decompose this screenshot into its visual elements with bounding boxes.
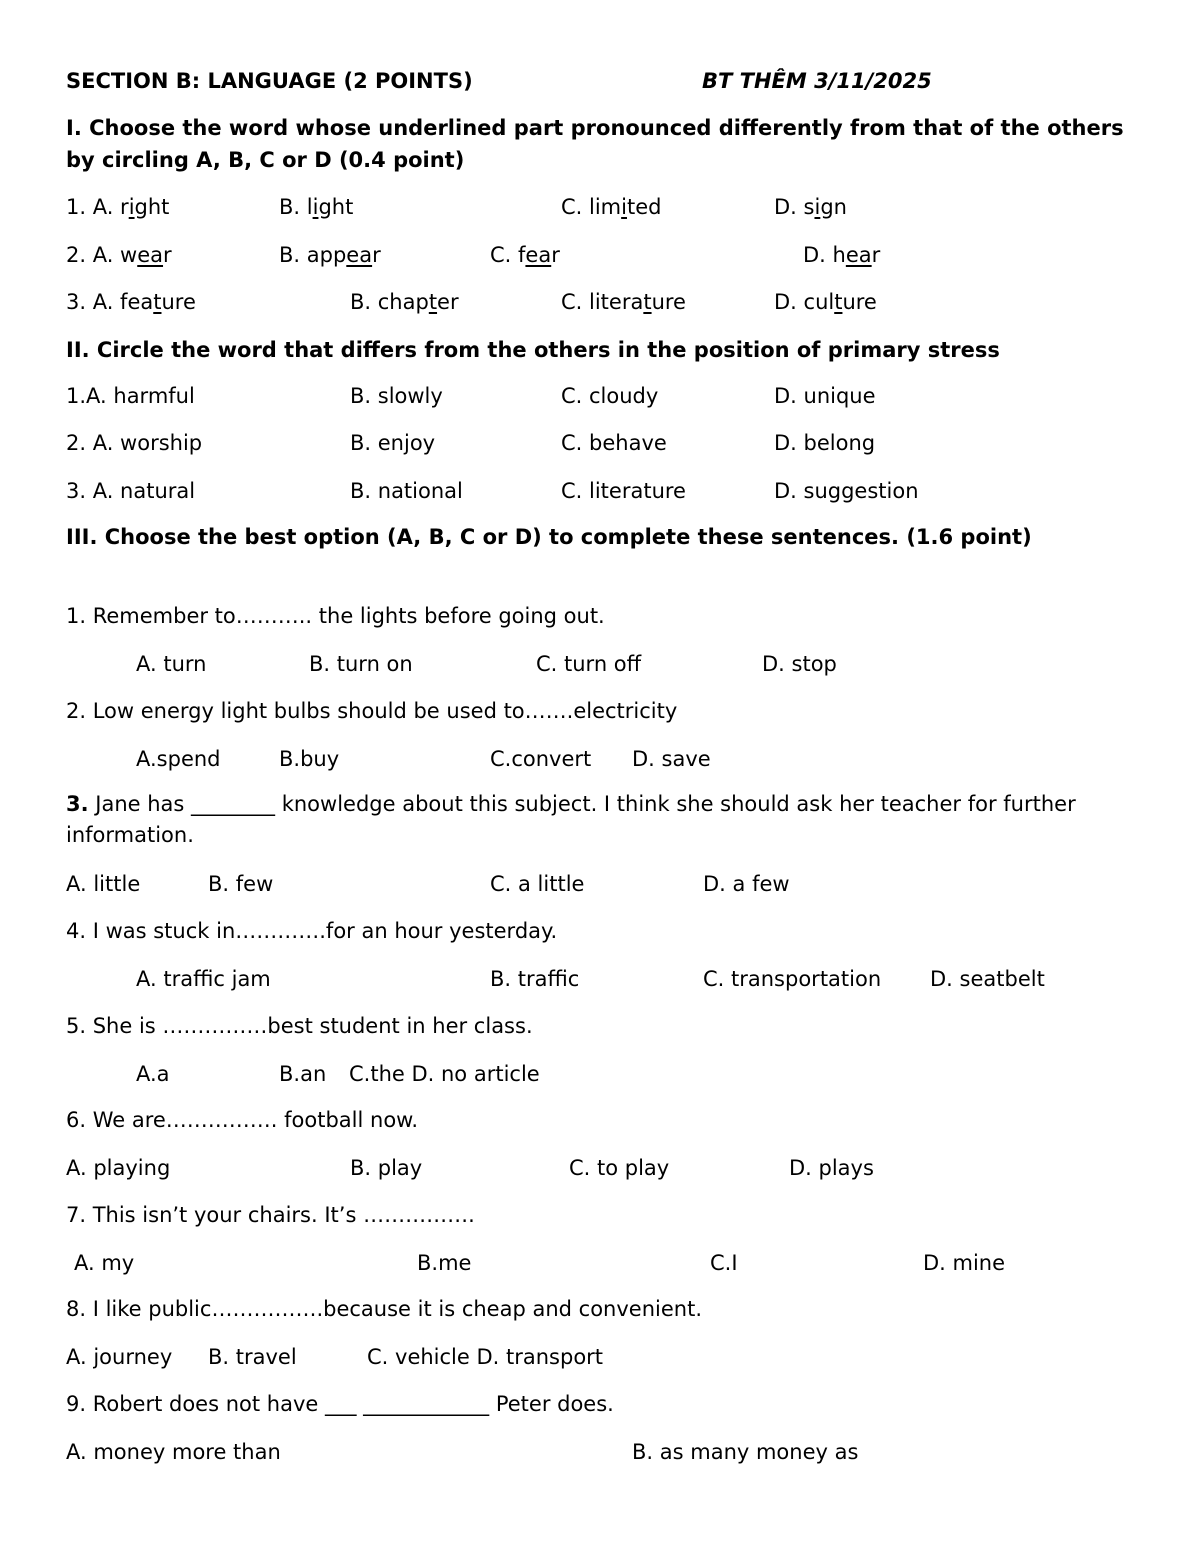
p3-q5-option-b: B.an — [279, 1062, 327, 1086]
p2-q1-option-c: C. cloudy — [561, 384, 659, 408]
p3-q8-stem: 8. I like public…………….because it is cheap and convenient. — [66, 1297, 702, 1321]
exercise-tag: BT THÊM 3/11/2025 — [702, 69, 932, 93]
p3-q6-stem: 6. We are……………. football now. — [66, 1108, 419, 1132]
part3-instruction: III. Choose the best option (A, B, C or D) to complete these sentences. (1.6 point) — [66, 525, 1032, 549]
p3-q4-option-d: D. seatbelt — [930, 967, 1045, 991]
p3-q9-stem: 9. Robert does not have ___ ____________ Peter does. — [66, 1392, 614, 1416]
p2-q1-option-a: 1.A. harmful — [66, 384, 195, 408]
part2-instruction: II. Circle the word that differs from the others in the position of primary stress — [66, 338, 1000, 362]
p1-q1-option-c: C. limited — [561, 195, 662, 219]
p3-q6-option-d: D. plays — [789, 1156, 874, 1180]
p3-q8-option-a: A. journey — [66, 1345, 173, 1369]
p3-q4-option-a: A. traffic jam — [136, 967, 271, 991]
p2-q2-option-c: C. behave — [561, 431, 667, 455]
p2-q3-option-b: B. national — [350, 479, 463, 503]
p2-q2-option-b: B. enjoy — [350, 431, 436, 455]
p2-q3-option-d: D. suggestion — [774, 479, 919, 503]
p2-q3-option-c: C. literature — [561, 479, 686, 503]
p3-q4-stem: 4. I was stuck in………….for an hour yesterday. — [66, 919, 558, 943]
p1-q3-option-b: B. chapter — [350, 290, 459, 314]
p3-q7-option-b: B.me — [417, 1251, 472, 1275]
p2-q2-option-d: D. belong — [774, 431, 876, 455]
p3-q4-option-b: B. traffic — [490, 967, 580, 991]
p3-q2-option-c: C.convert — [490, 747, 592, 771]
p3-q9-option-a: A. money more than — [66, 1440, 281, 1464]
p2-q2-option-a: 2. A. worship — [66, 431, 203, 455]
p3-q1-option-c: C. turn off — [536, 652, 642, 676]
p1-q1-option-b: B. light — [279, 195, 354, 219]
p1-q3-option-a: 3. A. feature — [66, 290, 196, 314]
p3-q7-option-d: D. mine — [923, 1251, 1006, 1275]
p3-q8-option-b: B. travel — [208, 1345, 297, 1369]
p1-q3-option-c: C. literature — [561, 290, 686, 314]
p3-q7-option-c: C.I — [710, 1251, 738, 1275]
p1-q2-option-c: C. fear — [490, 243, 560, 267]
p3-q2-option-b: B.buy — [279, 747, 340, 771]
p1-q2-option-b: B. appear — [279, 243, 381, 267]
part1-instruction: I. Choose the word whose underlined part pronounced differently from that of the others by circling A, B, C or D (0.4 point) — [66, 116, 1124, 172]
p3-q2-option-d: D. save — [632, 747, 711, 771]
p3-q6-option-b: B. play — [350, 1156, 423, 1180]
p3-q5-stem: 5. She is ……………best student in her class. — [66, 1014, 533, 1038]
p3-q1-option-b: B. turn on — [309, 652, 413, 676]
p1-q2-option-a: 2. A. wear — [66, 243, 172, 267]
p1-q1-option-d: D. sign — [774, 195, 847, 219]
p3-q3-option-a: A. little — [66, 872, 141, 896]
p3-q4-option-c: C. transportation — [703, 967, 882, 991]
p1-q1-option-a: 1. A. right — [66, 195, 170, 219]
p3-q6-option-c: C. to play — [569, 1156, 670, 1180]
p3-q2-option-a: A.spend — [136, 747, 221, 771]
section-title: SECTION B: LANGUAGE (2 POINTS) — [66, 69, 473, 93]
p3-q9-option-b: B. as many money as — [632, 1440, 859, 1464]
p3-q3-stem: 3. Jane has ________ knowledge about this subject. I think she should ask her teacher for further information. — [66, 792, 1076, 847]
p2-q1-option-d: D. unique — [774, 384, 876, 408]
p1-q2-option-d: D. hear — [803, 243, 881, 267]
p3-q1-option-d: D. stop — [762, 652, 837, 676]
p3-q8-option-cd: C. vehicle D. transport — [367, 1345, 604, 1369]
p3-q5-option-a: A.a — [136, 1062, 170, 1086]
p3-q1-option-a: A. turn — [136, 652, 207, 676]
p3-q3-option-d: D. a few — [703, 872, 790, 896]
p3-q6-option-a: A. playing — [66, 1156, 171, 1180]
p3-q2-stem: 2. Low energy light bulbs should be used to…….electricity — [66, 699, 678, 723]
p3-q3-option-c: C. a little — [490, 872, 585, 896]
p3-q5-option-cd: C.the D. no article — [349, 1062, 540, 1086]
p3-q7-option-a: A. my — [74, 1251, 135, 1275]
p3-q3-option-b: B. few — [208, 872, 274, 896]
p3-q1-stem: 1. Remember to……….. the lights before going out. — [66, 604, 605, 628]
p1-q3-option-d: D. culture — [774, 290, 877, 314]
p2-q1-option-b: B. slowly — [350, 384, 443, 408]
p3-q7-stem: 7. This isn’t your chairs. It’s ……………. — [66, 1203, 475, 1227]
p2-q3-option-a: 3. A. natural — [66, 479, 196, 503]
